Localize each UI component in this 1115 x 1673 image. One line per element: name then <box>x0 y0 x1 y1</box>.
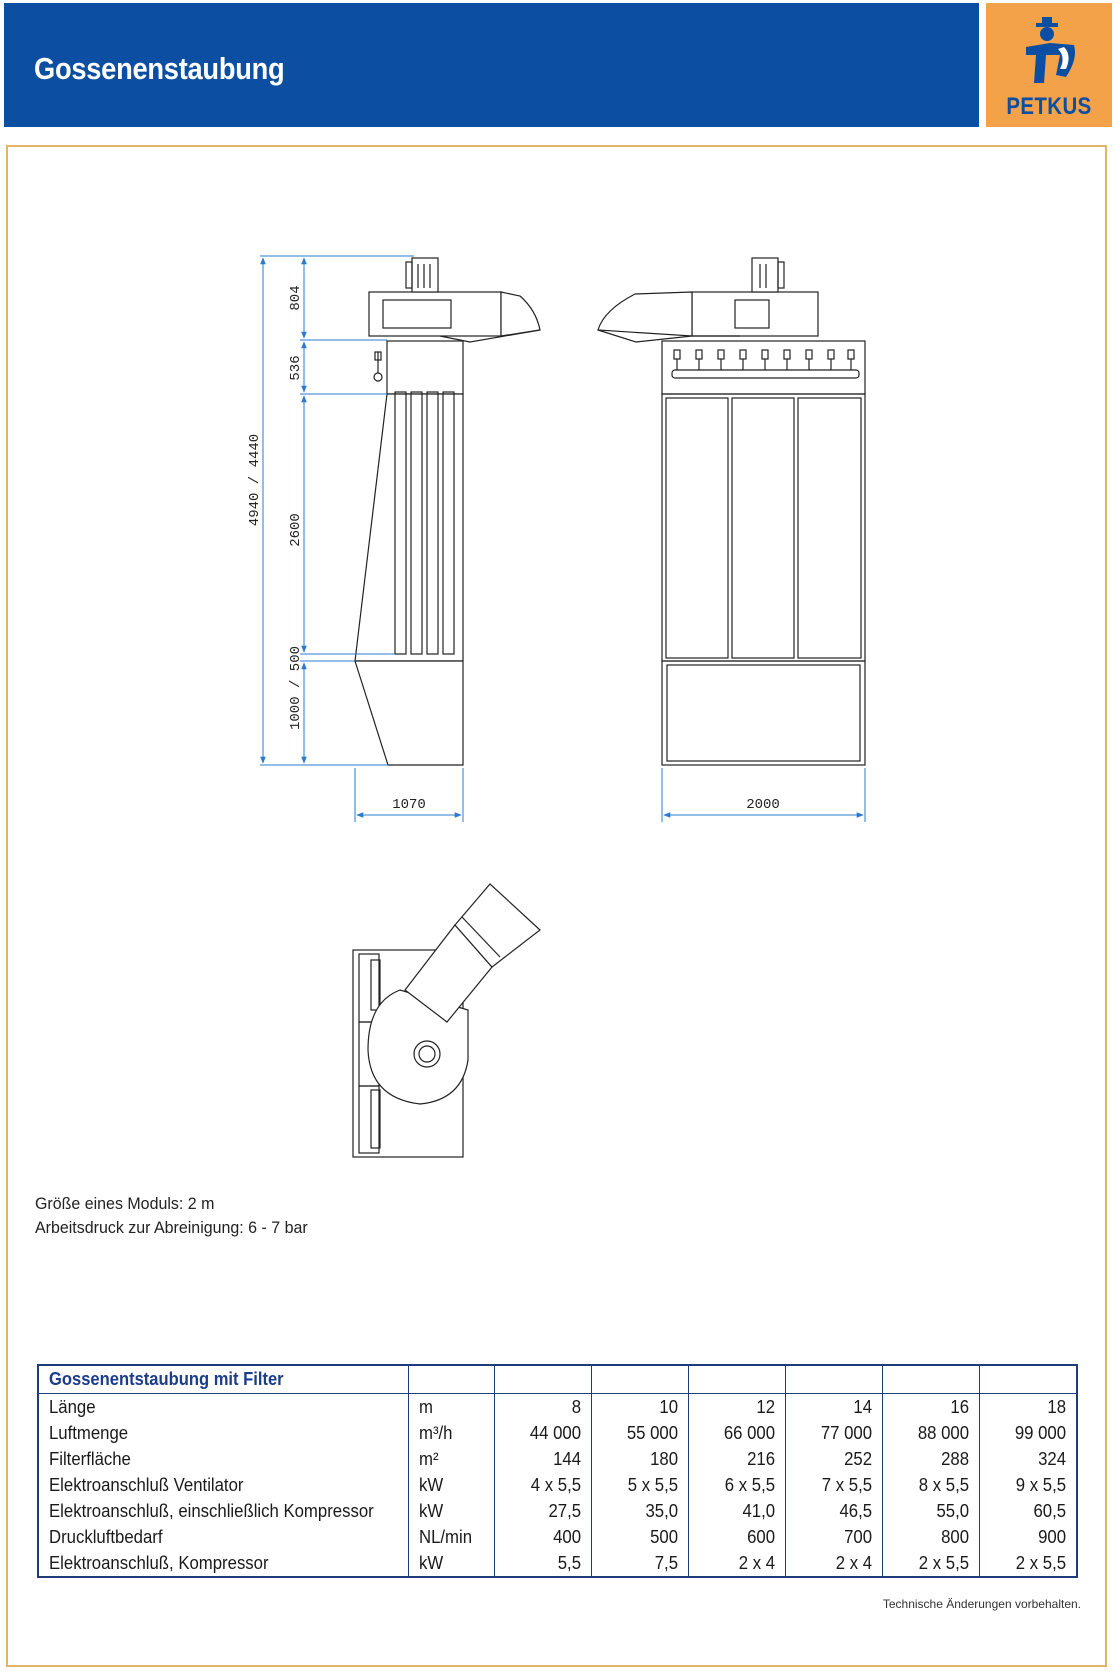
table-row <box>38 1498 1077 1524</box>
row-unit: kW <box>419 1500 444 1521</box>
row-unit: kW <box>419 1474 444 1495</box>
table-row <box>38 1550 1077 1577</box>
row-value: 44 000 <box>529 1422 582 1443</box>
row-value: 5,5 <box>557 1552 582 1573</box>
row-value: 7 x 5,5 <box>821 1474 872 1495</box>
row-value: 35,0 <box>645 1500 679 1521</box>
row-value: 180 <box>650 1448 679 1469</box>
row-unit: kW <box>419 1552 444 1573</box>
row-value: 8 x 5,5 <box>918 1474 969 1495</box>
row-value: 400 <box>553 1526 582 1547</box>
dim-total: 4940 / 4440 <box>247 433 263 527</box>
dim-1000-500: 1000 / 500 <box>288 645 304 731</box>
row-value: 88 000 <box>917 1422 969 1443</box>
row-value: 144 <box>553 1448 582 1469</box>
row-value: 2 x 5,5 <box>1015 1552 1066 1573</box>
table-title: Gossenentstaubung mit Filter <box>49 1369 284 1389</box>
row-value: 2 x 4 <box>738 1552 776 1573</box>
table-row <box>38 1524 1077 1550</box>
page-title: Gossenenstaubung <box>34 51 285 86</box>
row-value: 55,0 <box>936 1500 969 1521</box>
row-value: 16 <box>950 1396 969 1417</box>
row-value: 8 <box>571 1396 582 1417</box>
table-header-row <box>38 1365 1077 1394</box>
dim-2600: 2600 <box>288 513 304 547</box>
dim-536: 536 <box>288 355 304 381</box>
dim-width-side: 1070 <box>392 797 426 813</box>
row-value: 600 <box>747 1526 776 1547</box>
row-value: 9 x 5,5 <box>1015 1474 1066 1495</box>
table-row <box>38 1446 1077 1472</box>
table-row <box>38 1472 1077 1498</box>
row-value: 55 000 <box>626 1422 679 1443</box>
row-value: 252 <box>844 1448 872 1469</box>
row-label: Elektroanschluß Ventilator <box>49 1474 244 1495</box>
row-value: 4 x 5,5 <box>530 1474 582 1495</box>
row-value: 700 <box>844 1526 872 1547</box>
row-unit: m² <box>419 1448 439 1469</box>
row-label: Länge <box>49 1396 96 1417</box>
row-value: 18 <box>1047 1396 1066 1417</box>
row-label: Druckluftbedarf <box>49 1526 163 1547</box>
row-unit: NL/min <box>419 1526 473 1547</box>
row-value: 41,0 <box>742 1500 776 1521</box>
row-unit: m³/h <box>419 1422 453 1443</box>
row-value: 7,5 <box>654 1552 679 1573</box>
front-view <box>598 258 865 765</box>
row-value: 77 000 <box>820 1422 872 1443</box>
row-value: 324 <box>1038 1448 1066 1469</box>
pressure-note: Arbeitsdruck zur Abreinigung: 6 - 7 bar <box>35 1218 308 1237</box>
table-row <box>38 1394 1077 1421</box>
row-value: 216 <box>747 1448 776 1469</box>
row-label: Elektroanschluß, Kompressor <box>49 1552 269 1573</box>
valve-row <box>674 350 854 370</box>
row-value: 5 x 5,5 <box>627 1474 679 1495</box>
row-value: 60,5 <box>1033 1500 1066 1521</box>
row-value: 800 <box>941 1526 969 1547</box>
side-view <box>355 258 540 765</box>
brand-name: PETKUS <box>1006 93 1092 120</box>
footnote: Technische Änderungen vorbehalten. <box>882 1597 1081 1611</box>
row-value: 900 <box>1038 1526 1066 1547</box>
notes <box>35 1192 325 1240</box>
row-value: 2 x 5,5 <box>918 1552 969 1573</box>
row-value: 6 x 5,5 <box>724 1474 776 1495</box>
row-value: 12 <box>756 1396 776 1417</box>
top-view <box>353 884 540 1157</box>
spec-table <box>37 1364 1078 1578</box>
row-value: 46,5 <box>839 1500 872 1521</box>
row-value: 500 <box>650 1526 679 1547</box>
row-unit: m <box>419 1396 434 1417</box>
row-label: Luftmenge <box>49 1422 129 1443</box>
row-value: 14 <box>853 1396 872 1417</box>
row-value: 27,5 <box>548 1500 582 1521</box>
module-size-note: Größe eines Moduls: 2 m <box>35 1194 215 1213</box>
row-value: 66 000 <box>723 1422 776 1443</box>
dimension-labels <box>247 285 780 813</box>
row-value: 288 <box>941 1448 969 1469</box>
row-value: 99 000 <box>1014 1422 1066 1443</box>
row-label: Elektroanschluß, einschließlich Kompressor <box>49 1500 374 1521</box>
dim-804: 804 <box>288 285 304 311</box>
row-label: Filterfläche <box>49 1448 131 1469</box>
dim-width-front: 2000 <box>746 797 780 813</box>
row-value: 10 <box>659 1396 679 1417</box>
table-row <box>38 1420 1077 1446</box>
row-value: 2 x 4 <box>835 1552 872 1573</box>
